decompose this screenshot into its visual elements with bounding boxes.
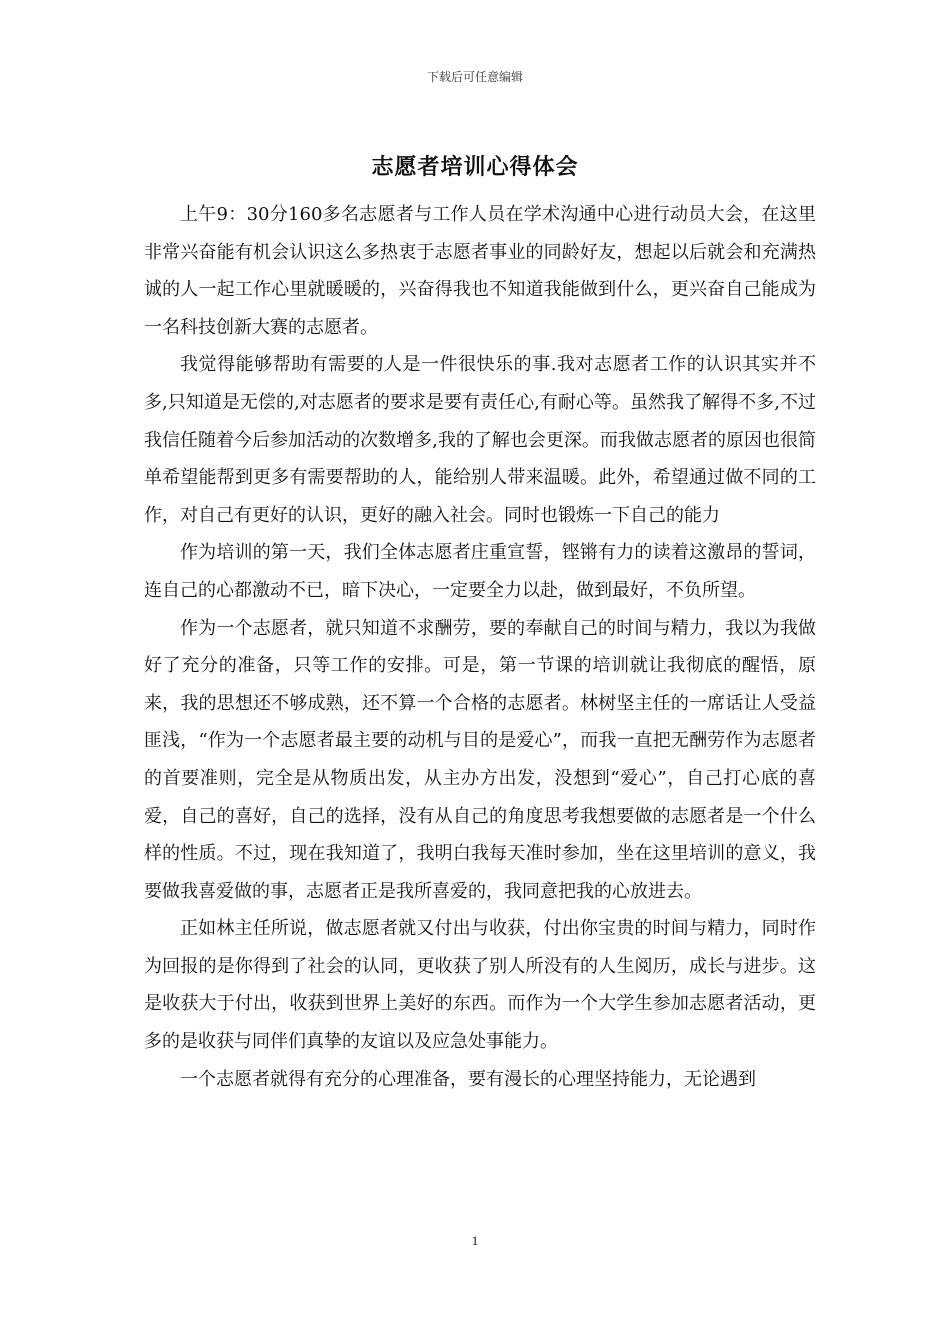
paragraph-1: 上午9：30分160多名志愿者与工作人员在学术沟通中心进行动员大会，在这里非常兴奋能有机会认识这么多热衷于志愿者事业的同龄好友，想起以后就会和充满热诚的人一起工作心里就暖暖的，兴奋得我也不知道我能做到什么，更兴奋自己能成为一名科技创新大赛的志愿者。 xyxy=(144,204,816,338)
page-header: 下载后可任意编辑 xyxy=(426,70,523,84)
paragraph-5: 正如林主任所说，做志愿者就又付出与收获，付出你宝贵的时间与精力，同时作为回报的是你得到了社会的认同，更收获了别人所没有的人生阅历，成长与进步。这是收获大于付出，收获到世界上美好的东西。而作为一个大学生参加志愿者活动，更多的是收获与同伴们真挚的友谊以及应急处事能力。 xyxy=(144,918,816,1053)
document-body xyxy=(144,196,816,1098)
paragraph-4: 作为一个志愿者，就只知道不求酬劳，要的奉献自己的时间与精力，我以为我做好了充分的准备，只等工作的安排。可是，第一节课的培训就让我彻底的醒悟，原来，我的思想还不够成熟，还不算一个合格的志愿者。林树坚主任的一席话让人受益匪浅，“作为一个志愿者最主要的动机与目的是爱心”，而我一直把无酬劳作为志愿者的首要准则，完全是从物质出发，从主办方出发，没想到“爱心”，自己打心底的喜爱，自己的喜好，自己的选择，没有从自己的角度思考我想要做的志愿者是一个什么样的性质。不过，现在我知道了，我明白我每天准时参加，坐在这里培训的意义，我要做我喜爱做的事，志愿者正是我所喜爱的，我同意把我的心放进去。 xyxy=(144,617,816,902)
document-title: 志愿者培训心得体会 xyxy=(371,155,579,180)
paragraph-6: 一个志愿者就得有充分的心理准备，要有漫长的心理坚持能力，无论遇到 xyxy=(180,1068,756,1090)
paragraph-3: 作为培训的第一天，我们全体志愿者庄重宣誓，铿锵有力的读着这激昂的誓词，连自己的心都激动不已，暗下决心，一定要全力以赴，做到最好，不负所望。 xyxy=(144,542,816,601)
paragraph-2: 我觉得能够帮助有需要的人是一件很快乐的事.我对志愿者工作的认识其实并不多,只知道是无偿的,对志愿者的要求是要有责任心,有耐心等。虽然我了解得不多,不过我信任随着今后参加活动的次数增多,我的了解也会更深。而我做志愿者的原因也很简单希望能帮到更多有需要帮助的人，能给别人带来温暖。此外，希望通过做不同的工作，对自己有更好的认识，更好的融入社会。同时也锻炼一下自己的能力 xyxy=(144,354,816,526)
page-number: 1 xyxy=(471,1233,479,1248)
